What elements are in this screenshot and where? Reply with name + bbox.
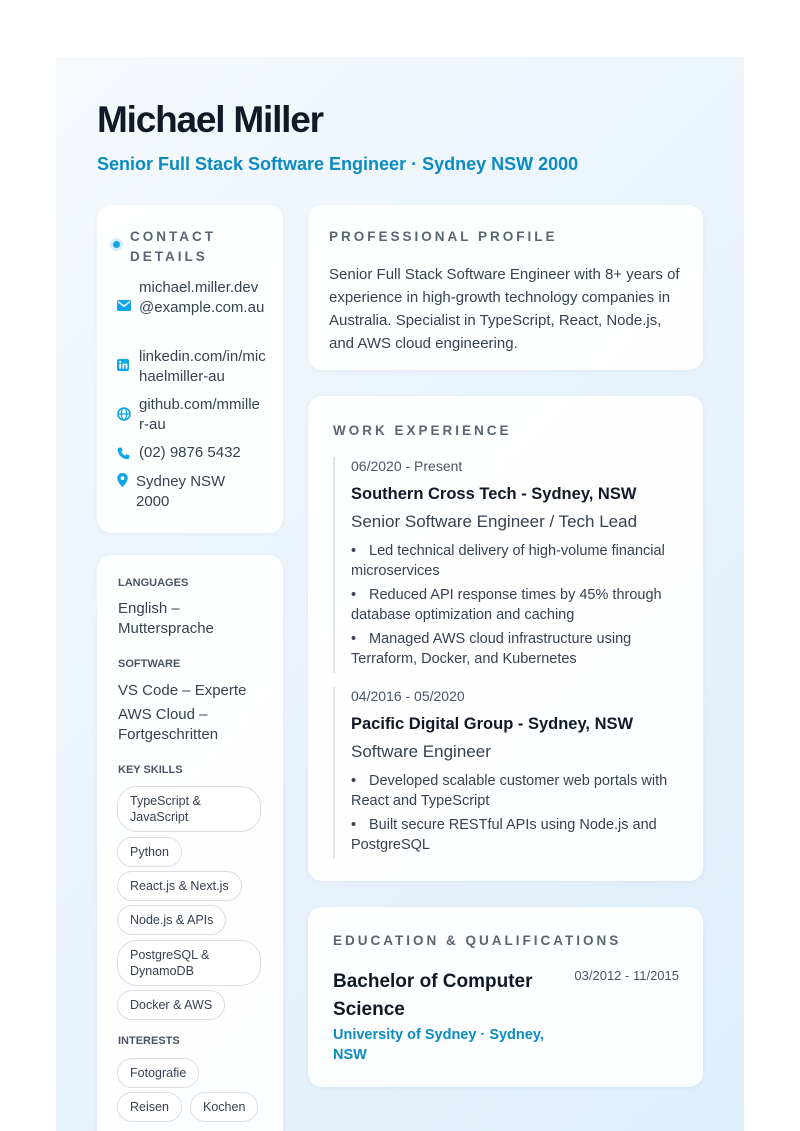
education-degree: Bachelor of Computer Science: [333, 971, 533, 1020]
education-title: EDUCATION & QUALIFICATIONS: [333, 933, 622, 948]
language-item: English – Muttersprache: [118, 600, 214, 637]
bullet-dot-icon: [113, 241, 120, 248]
key-skills-heading: KEY SKILLS: [118, 764, 183, 776]
contact-location: [117, 472, 236, 512]
resume-name: Michael Miller: [97, 99, 323, 140]
contact-phone[interactable]: [117, 443, 241, 463]
skills-card: [97, 555, 283, 1131]
experience-card: [308, 396, 703, 881]
profile-text: Senior Full Stack Software Engineer with 8+ years of experience in high-growth technology companies in Australia. Specialist in TypeScript, React, Node.js, and AWS cloud engineering.: [329, 266, 680, 352]
job-bullets: [351, 771, 688, 855]
job-bullet: • Led technical delivery of high-volume financial microservices: [351, 543, 665, 579]
contact-email[interactable]: [117, 278, 269, 318]
phone-icon: [117, 443, 139, 463]
contact-github-text: github.com/mmiller-au: [139, 396, 260, 433]
job-entry: [333, 687, 688, 859]
interest-tag: Reisen: [117, 1092, 182, 1122]
job-date: 04/2016 - 05/2020: [351, 688, 465, 704]
job-company: Southern Cross Tech - Sydney, NSW: [351, 485, 637, 503]
resume-page: [56, 57, 744, 1131]
linkedin-icon: [117, 347, 139, 387]
resume-subtitle: Senior Full Stack Software Engineer · Sydney NSW 2000: [97, 154, 579, 174]
software-item: VS Code – Experte: [118, 682, 247, 699]
contact-phone-text: (02) 9876 5432: [139, 444, 241, 461]
profile-title: PROFESSIONAL PROFILE: [329, 229, 558, 244]
job-role: Software Engineer: [351, 742, 491, 761]
job-entry: [333, 457, 688, 673]
email-icon: [117, 278, 139, 318]
skill-tag: Python: [117, 837, 182, 867]
job-bullet: • Built secure RESTful APIs using Node.js and PostgreSQL: [351, 817, 657, 853]
skill-tag: Docker & AWS: [117, 990, 225, 1020]
job-bullet: • Reduced API response times by 45% through database optimization and caching: [351, 587, 662, 623]
interest-tag: Kochen: [190, 1092, 258, 1122]
location-pin-icon: [117, 472, 136, 512]
skill-tag: Node.js & APIs: [117, 905, 226, 935]
globe-icon: [117, 395, 139, 435]
software-item: AWS Cloud – Fortgeschritten: [118, 706, 219, 743]
job-company: Pacific Digital Group - Sydney, NSW: [351, 715, 634, 733]
job-bullet: • Developed scalable customer web portals with React and TypeScript: [351, 773, 668, 809]
contact-title: CONTACT DETAILS: [130, 229, 216, 264]
contact-github[interactable]: [117, 395, 264, 435]
languages-heading: LANGUAGES: [118, 577, 189, 589]
contact-location-text: Sydney NSW 2000: [136, 473, 226, 510]
job-role: Senior Software Engineer / Tech Lead: [351, 512, 638, 531]
contact-linkedin-text: linkedin.com/in/michaelmiller-au: [139, 348, 266, 385]
contact-card: [97, 205, 283, 533]
contact-heading: [113, 227, 250, 267]
software-heading: SOFTWARE: [118, 658, 181, 670]
education-school: University of Sydney · Sydney, NSW: [333, 1027, 544, 1063]
skill-tag: PostgreSQL & DynamoDB: [117, 940, 261, 986]
job-date: 06/2020 - Present: [351, 458, 463, 474]
profile-card: [308, 205, 703, 370]
experience-title: WORK EXPERIENCE: [333, 423, 512, 438]
education-card: [308, 907, 703, 1087]
skill-tag: React.js & Next.js: [117, 871, 242, 901]
contact-linkedin[interactable]: [117, 347, 267, 387]
job-bullets: [351, 541, 688, 669]
education-date: 03/2012 - 11/2015: [574, 968, 679, 983]
interests-heading: INTERESTS: [118, 1035, 180, 1047]
skill-tag: TypeScript & JavaScript: [117, 786, 261, 832]
interest-tag: Fotografie: [117, 1058, 199, 1088]
contact-email-text: michael.miller.dev@example.com.au: [139, 279, 265, 316]
job-bullet: • Managed AWS cloud infrastructure using Terraform, Docker, and Kubernetes: [351, 631, 632, 667]
